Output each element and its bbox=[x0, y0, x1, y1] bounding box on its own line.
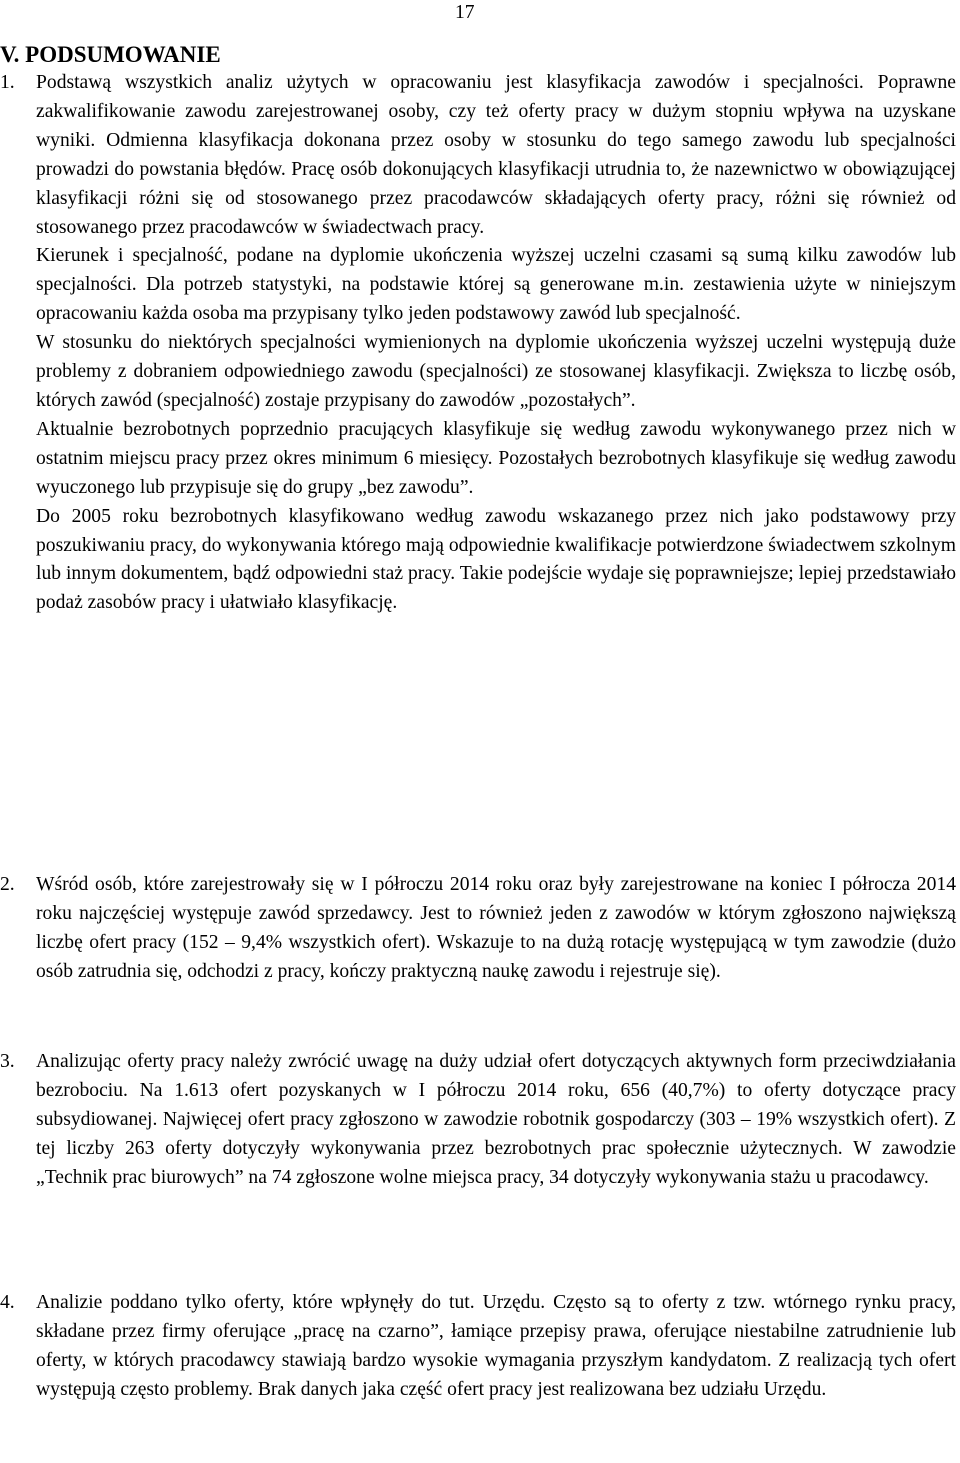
page-number: 17 bbox=[455, 2, 475, 23]
list-item-body bbox=[36, 1289, 956, 1405]
list-item-number: 3. bbox=[0, 1051, 15, 1072]
paragraph: Do 2005 roku bezrobotnych klasyfikowano według zawodu wskazanego przez nich jako podstawowy przy poszukiwaniu pracy, do wykonywania którego mają odpowiednie kwalifikacje potwierdzone świadectwem szkolnym lub innym dokumentem, bądź odpowiedni staż pracy. Takie podejście wydaje się poprawniejsze; lepiej przedstawiało podaż zasobów pracy i ułatwiało klasyfikację. bbox=[36, 505, 956, 614]
paragraph: Aktualnie bezrobotnych poprzednio pracujących klasyfikuje się według zawodu wykonywanego przez nich w ostatnim miejscu pracy przez okres minimum 6 miesięcy. Pozostałych bezrobotnych klasyfikuje się według zawodu wyuczonego lub przypisuje się do grupy „bez zawodu”. bbox=[36, 418, 956, 498]
paragraph: Podstawą wszystkich analiz użytych w opracowaniu jest klasyfikacja zawodów i specjalności. Poprawne zakwalifikowanie zawodu zarejestrowanej osoby, czy też oferty pracy w dużym stopniu wpływa na uzyskane wyniki. Odmienna klasyfikacja dokonana przez osoby w stosunku do tego samego zawodu lub specjalności prowadzi do powstania błędów. Pracę osób dokonujących klasyfikacji utrudnia to, że nazewnictwo w obowiązującej klasyfikacji różni się od stosowanego przez pracodawców składających oferty pracy, różni się również od stosowanego przez pracodawców w świadectwach pracy. bbox=[36, 72, 956, 238]
paragraph: Analizując oferty pracy należy zwrócić uwagę na duży udział ofert dotyczących aktywnych form przeciwdziałania bezrobociu. Na 1.613 ofert pozyskanych w I półroczu 2014 roku, 656 (40,7%) to oferty dotyczące pracy subsydiowanej. Najwięcej ofert pracy zgłoszono w zawodzie robotnik gospodarczy (303 – 19% wszystkich ofert). Z tej liczby 263 oferty dotyczyły wykonywania przez bezrobotnych prac społecznie użytecznych. W zawodzie „Technik prac biurowych” na 74 zgłoszone wolne miejsca pracy, 34 dotyczyły wykonywania stażu u pracodawcy. bbox=[36, 1051, 956, 1188]
list-item bbox=[0, 871, 956, 987]
section-title: V. PODSUMOWANIE bbox=[0, 42, 221, 67]
list-item-number: 1. bbox=[0, 72, 15, 93]
list-item-number: 4. bbox=[0, 1292, 15, 1313]
paragraph: Kierunek i specjalność, podane na dyplomie ukończenia wyższej uczelni czasami są sumą kilku zawodów lub specjalności. Dla potrzeb statystyki, na podstawie której są generowane m.in. zestawienia użyte w niniejszym opracowaniu każda osoba ma przypisany tylko jeden podstawowy zawód lub specjalność. bbox=[36, 245, 956, 325]
list-item-number: 2. bbox=[0, 874, 15, 895]
paragraph: Analizie poddano tylko oferty, które wpłynęły do tut. Urzędu. Często są to oferty z tzw. wtórnego rynku pracy, składane przez firmy oferujące „pracę na czarno”, łamiące przepisy prawa, oferujące niestabilne zatrudnienie lub oferty, w których pracodawcy stawiają bardzo wysokie wymagania przyszłym kandydatom. Z realizacją tych ofert występują często problemy. Brak danych jaka część ofert pracy jest realizowana bez udziału Urzędu. bbox=[36, 1292, 956, 1400]
list-item bbox=[0, 69, 956, 618]
paragraph: Wśród osób, które zarejestrowały się w I półroczu 2014 roku oraz były zarejestrowane na koniec I półrocza 2014 roku najczęściej występuje zawód sprzedawcy. Jest to również jeden z zawodów w którym zgłoszono największą liczbę ofert pracy (152 – 9,4% wszystkich ofert). Wskazuje to na dużą rotację występującą w tym zawodzie (dużo osób zatrudnia się, odchodzi z pracy, kończy praktyczną naukę zawodu i rejestruje się). bbox=[36, 874, 956, 982]
list-item-body bbox=[36, 871, 956, 987]
list-item-body bbox=[36, 69, 956, 618]
list-item-body bbox=[36, 1048, 956, 1193]
list-item bbox=[0, 1289, 956, 1405]
list-item bbox=[0, 1048, 956, 1193]
paragraph: W stosunku do niektórych specjalności wymienionych na dyplomie ukończenia wyższej uczelni występują duże problemy z dobraniem odpowiedniego zawodu (specjalności) ze stosowanej klasyfikacji. Zwiększa to liczbę osób, których zawód (specjalność) zostaje przypisany do zawodów „pozostałych”. bbox=[36, 332, 956, 411]
